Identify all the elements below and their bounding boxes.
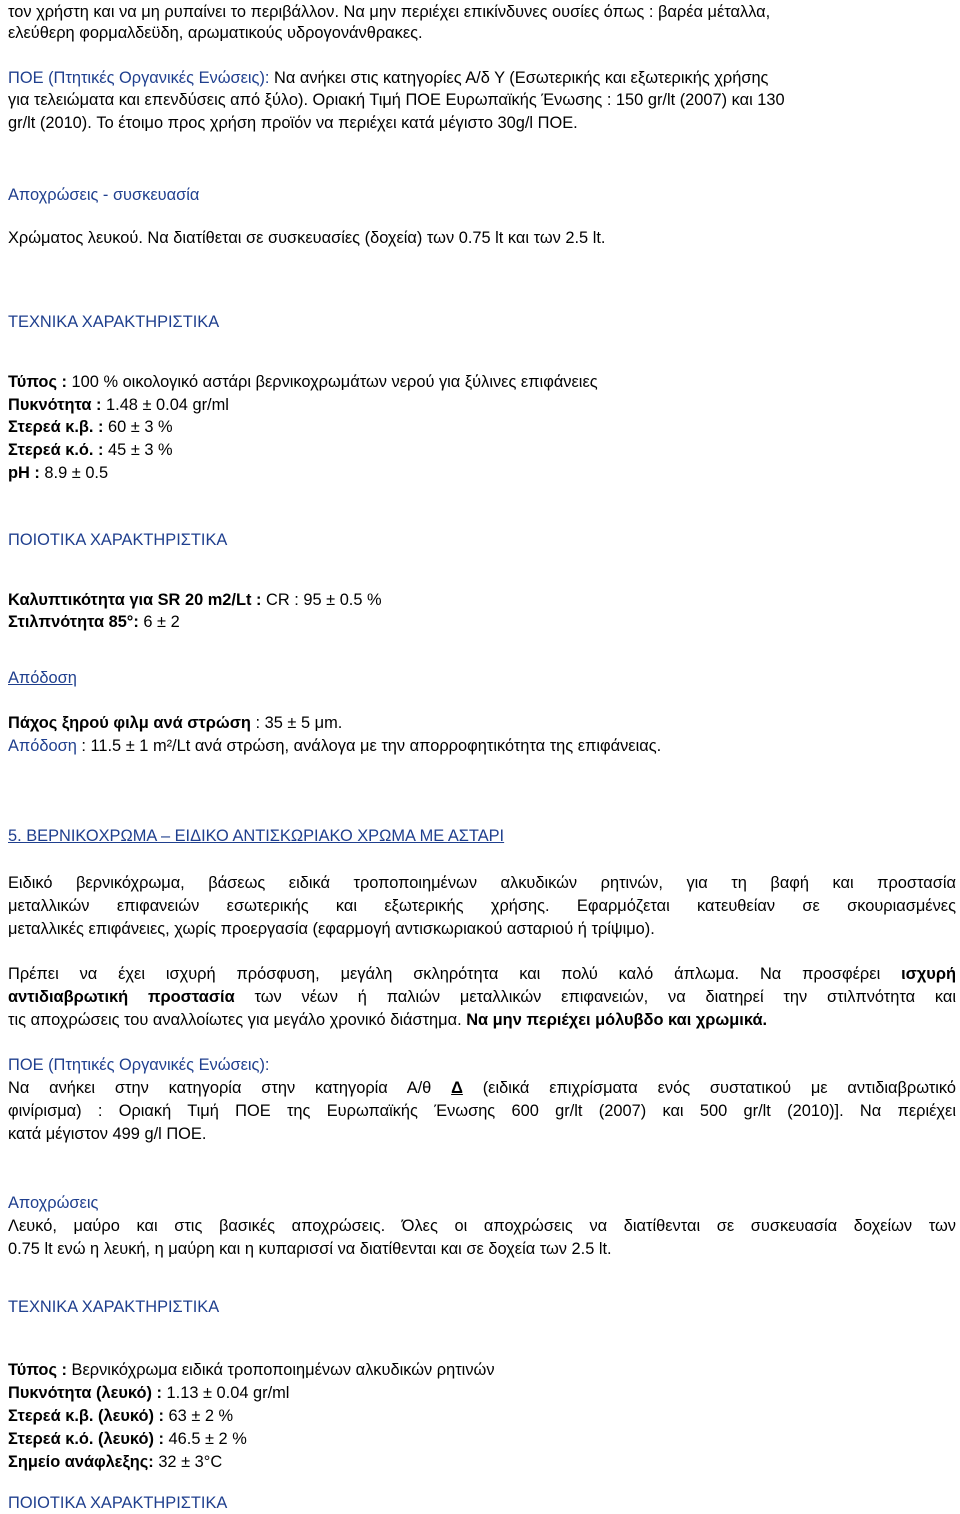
shades-line: 0.75 lt ενώ η λευκή, η μαύρη και η κυπαρισσί να διατίθενται και σε δοχεία των 2.5 lt. [8, 1240, 612, 1258]
voc-text: Να ανήκει στην κατηγορία στην κατηγορία Α/θ [8, 1079, 452, 1097]
film-thickness-value: : 35 ± 5 μm. [250, 714, 343, 732]
tech-value: 1.48 ± 0.04 gr/ml [101, 396, 229, 414]
tech-label: Τύπος : [8, 1361, 67, 1379]
tech-value: 32 ± 3°C [153, 1453, 223, 1471]
quality-value: 6 ± 2 [138, 613, 180, 631]
shades-text: Χρώματος λευκού. Να διατίθεται σε συσκευασίες (δοχεία) των 0.75 lt και των 2.5 lt. [8, 229, 606, 247]
tech-label: Σημείο ανάφλεξης: [8, 1453, 154, 1471]
tech-value: 45 ± 3 % [103, 441, 173, 459]
voc-paragraph-line-1 [8, 68, 768, 88]
requirements-line [8, 987, 956, 1007]
quality-row [8, 590, 382, 610]
tech-row [8, 1452, 222, 1472]
tech-heading: ΤΕΧΝΙΚΑ ΧΑΡΑΚΤΗΡΙΣΤΙΚΑ [8, 1298, 220, 1316]
section-title-part: Δ [190, 827, 202, 845]
yield-value: : 11.5 ± 1 m²/Lt ανά στρώση, ανάλογα με την απορροφητικότητα της επιφάνειας. [76, 737, 662, 755]
voc-line: κατά μέγιστον 499 g/l ΠΟΕ. [8, 1125, 207, 1143]
tech-row [8, 372, 598, 392]
tech-label: Στερεά κ.ό. : [8, 441, 104, 459]
tech-value: Βερνικόχρωμα ειδικά τροποποιημένων αλκυδικών ρητινών [66, 1361, 495, 1379]
tech-value: 8.9 ± 0.5 [39, 464, 109, 482]
tech-row [8, 463, 108, 483]
requirements-line [8, 964, 956, 984]
quality-heading: ΠΟΙΟΤΙΚΑ ΧΑΡΑΚΤΗΡΙΣΤΙΚΑ [8, 531, 228, 549]
tech-row [8, 440, 173, 460]
voc-paragraph-line-2: για τελειώματα και επενδύσεις από ξύλο). Οριακή Τιμή ΠΟΕ Ευρωπαϊκής Ένωσης : 150 gr/lt (2007) και 130 [8, 91, 785, 109]
intro-line-1: τον χρήστη και να μη ρυπαίνει το περιβάλλον. Να μην περιέχει επικίνδυνες ουσίες όπως : βαρέα μέταλλα, [8, 3, 771, 21]
requirements-text: τις αποχρώσεις του αναλλοίωτες για μεγάλο χρονικό διάστημα. [8, 1011, 467, 1029]
yield-heading: Απόδοση [8, 669, 77, 687]
requirements-text: των νέων ή παλιών μεταλλικών επιφανειών, να διατηρεί την στιλπνότητα και [234, 988, 956, 1006]
shades-heading: Αποχρώσεις - συσκευασία [8, 186, 200, 204]
tech-value: 60 ± 3 % [103, 418, 173, 436]
tech-label: Πυκνότητα (λευκό) : [8, 1384, 162, 1402]
section-title-part: 5. ΒΕΡΝΙΚΟΧΡΩΜΑ – ΕΙ [8, 827, 191, 845]
requirements-text: Πρέπει να έχει ισχυρή πρόσφυση, μεγάλη σκληρότητα και πολύ καλό άπλωμα. Να προσφέρει [8, 965, 881, 983]
requirements-line [8, 1010, 767, 1030]
tech-label: Στερεά κ.β. : [8, 418, 104, 436]
tech-value: 46.5 ± 2 % [163, 1430, 247, 1448]
voc-label: ΠΟΕ (Πτητικές Οργανικές Ενώσεις): [8, 1056, 270, 1074]
description-line: Ειδικό βερνικόχρωμα, βάσεως ειδικά τροποποιημένων αλκυδικών ρητινών, για τη βαφή και προστασία [8, 874, 956, 892]
tech-row [8, 1406, 233, 1426]
voc-paragraph-line-3: gr/lt (2010). Το έτοιμο προς χρήση προϊόν να περιέχει κατά μέγιστο 30g/l ΠΟΕ. [8, 114, 578, 132]
intro-line-2: ελεύθερη φορμαλδεϋδη, αρωματικούς υδρογονάνθρακες. [8, 24, 423, 42]
requirements-emphasis: αντιδιαβρωτική προστασία [8, 988, 235, 1006]
shades-heading: Αποχρώσεις [8, 1194, 99, 1212]
tech-row [8, 417, 173, 437]
tech-value: 1.13 ± 0.04 gr/ml [161, 1384, 290, 1402]
voc-line: φινίρισμα) : Οριακή Τιμή ΠΟΕ της Ευρωπαϊκής Ένωσης 600 gr/lt (2007) και 500 gr/lt (2010)]. Να περιέχει [8, 1102, 956, 1120]
tech-label: pH : [8, 464, 40, 482]
section-5-title [8, 826, 504, 846]
shades-line: Λευκό, μαύρο και στις βασικές αποχρώσεις. Όλες οι αποχρώσεις να διατίθενται σε συσκευασία δοχείων των [8, 1217, 956, 1235]
tech-label: Τύπος : [8, 373, 67, 391]
section-title-part: ΙΚΟ ΑΝΤΙΣΚΩΡΙΑΚΟ ΧΡΩΜΑ ΜΕ ΑΣΤΑΡΙ [201, 827, 505, 845]
yield-label: Απόδοση [8, 737, 77, 755]
film-thickness-label: Πάχος ξηρού φιλμ ανά στρώση [8, 714, 251, 732]
tech-heading: ΤΕΧΝΙΚΑ ΧΑΡΑΚΤΗΡΙΣΤΙΚΑ [8, 313, 220, 331]
tech-label: Στερεά κ.ό. (λευκό) : [8, 1430, 164, 1448]
tech-value: 63 ± 2 % [163, 1407, 234, 1425]
quality-label: Στιλπνότητα 85°: [8, 613, 139, 631]
voc-line [8, 1078, 956, 1098]
quality-value: CR : 95 ± 0.5 % [261, 591, 382, 609]
voc-label: ΠΟΕ (Πτητικές Οργανικές Ενώσεις): [8, 69, 270, 87]
voc-category: Δ [451, 1079, 463, 1097]
quality-label: Καλυπτικότητα για SR 20 m2/Lt : [8, 591, 262, 609]
description-line: μεταλλικών επιφανειών εσωτερικής και εξωτερικής χρήσης. Εφαρμόζεται κατευθείαν σε σκουριασμένες [8, 897, 956, 915]
tech-value: 100 % οικολογικό αστάρι βερνικοχρωμάτων νερού για ξύλινες επιφάνειες [66, 373, 598, 391]
description-line: μεταλλικές επιφάνειες, χωρίς προεργασία (εφαρμογή αντισκωριακού ασταριού ή τρίψιμο). [8, 920, 655, 938]
tech-row [8, 395, 229, 415]
voc-text: (ειδικά επιχρίσματα ενός συστατικού με αντιδιαβρωτικό [462, 1079, 956, 1097]
tech-label: Πυκνότητα : [8, 396, 102, 414]
requirements-emphasis: ισχυρή [901, 965, 956, 983]
tech-row [8, 1429, 247, 1449]
tech-label: Στερεά κ.β. (λευκό) : [8, 1407, 164, 1425]
yield-row [8, 736, 661, 756]
tech-row [8, 1383, 289, 1403]
voc-text: Να ανήκει στις κατηγορίες Α/δ Υ (Εσωτερικής και εξωτερικής χρήσης [269, 69, 769, 87]
film-thickness-row [8, 713, 342, 733]
tech-row [8, 1360, 495, 1380]
quality-heading: ΠΟΙΟΤΙΚΑ ΧΑΡΑΚΤΗΡΙΣΤΙΚΑ [8, 1494, 228, 1512]
requirements-emphasis: Να μην περιέχει μόλυβδο και χρωμικά. [466, 1011, 768, 1029]
quality-row [8, 612, 180, 632]
